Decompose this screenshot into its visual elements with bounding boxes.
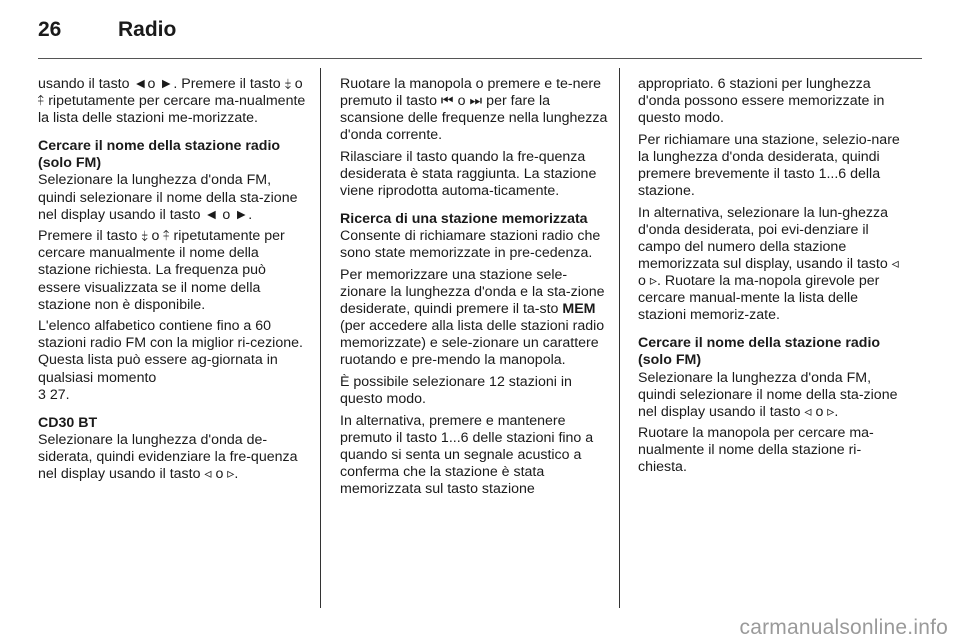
page-reference-link[interactable]: 3 27. (38, 386, 70, 403)
subheading: Ricerca di una stazione memorizzata (340, 211, 588, 228)
watermark-brand: carmanualsonline.info (739, 616, 948, 639)
header-divider (38, 58, 922, 59)
paragraph: In alternativa, premere e mantenere premuto il tasto 1...6 delle stazioni fino a quando si senta un segnale acustico a conferma che la stazione è stata memorizzata sul tasto stazione (340, 412, 594, 498)
paragraph: usando il tasto ◄o ►. Premere il tasto ⤈ o ⤉ ripetutamente per cercare ma-nualmente la lista delle stazioni me-morizzate. (38, 76, 306, 127)
text-column-1 (38, 76, 308, 488)
paragraph (38, 318, 308, 403)
paragraph: Selezionare la lunghezza d'onda de-siderata, quindi evidenziare la fre-quenza nel display usando il tasto ◃ o ▹. (38, 431, 298, 482)
paragraph (340, 267, 610, 370)
paragraph-text: Per memorizzare una stazione sele-zionare la lunghezza d'onda e la sta-zione desiderate, quindi premere il ta-sto (340, 266, 605, 318)
paragraph: Selezionare la lunghezza d'onda FM, quindi selezionare il nome della sta-zione nel display usando il tasto ◃ o ▹. (638, 369, 898, 420)
paragraph: Per richiamare una stazione, selezio-nare la lunghezza d'onda desiderata, quindi premere brevemente il tasto 1...6 della stazione. (638, 131, 900, 200)
page-number: 26 (38, 18, 62, 41)
paragraph-text: (per accedere alla lista delle stazioni radio memorizzate) e sele-zionare un carattere ruotando e pre-mendo la manopola. (340, 318, 605, 369)
paragraph-text: L'elenco alfabetico contiene fino a 60 stazioni radio FM con la miglior ri-cezione. Questa lista può essere ag-giornata in qualsiasi momento (38, 318, 303, 386)
paragraph: Selezionare la lunghezza d'onda FM, quindi selezionare il nome della sta-zione nel display usando il tasto ◄ o ►. (38, 172, 298, 223)
paragraph: Consente di richiamare stazioni radio che sono state memorizzate in pre-cedenza. (340, 228, 601, 262)
paragraph: Ruotare la manopola o premere e te-nere premuto il tasto ⏮ o ⏭ per fare la scansione delle frequenze nella lunghezza d'onda corrente. (340, 76, 608, 144)
paragraph: Ruotare la manopola per cercare ma-nualmente il nome della stazione ri-chiesta. (638, 425, 874, 476)
text-column-3 (638, 76, 908, 481)
paragraph: In alternativa, selezionare la lun-ghezza d'onda desiderata, poi evi-denziare il campo del numero della stazione memorizzata sul display, usando il tasto ◃ o ▹. Ruotare la ma-nopola girevole per cercare manual-mente la lista delle stazioni memoriz-zate. (638, 204, 899, 324)
subheading: Cercare il nome della stazione radio (solo FM) (638, 335, 881, 369)
text-column-2 (340, 76, 610, 503)
page-header (38, 16, 922, 56)
paragraph: È possibile selezionare 12 stazioni in questo modo. (340, 374, 572, 408)
column-divider-1 (320, 68, 321, 608)
column-divider-2 (619, 68, 620, 608)
mem-key-label: MEM (562, 301, 596, 318)
paragraph: appropriato. 6 stazioni per lunghezza d'onda possono essere memorizzate in questo modo. (638, 76, 885, 127)
subheading: Cercare il nome della stazione radio (solo FM) (38, 138, 281, 172)
section-title: Radio (118, 18, 177, 41)
subheading: CD30 BT (38, 414, 98, 431)
paragraph: Rilasciare il tasto quando la fre-quenza desiderata è stata raggiunta. La stazione viene riprodotta automa-ticamente. (340, 148, 597, 200)
paragraph: Premere il tasto ⤈ o ⤉ ripetutamente per cercare manualmente il nome della stazione richiesta. La frequenza può essere visualizzata se il nome della stazione non è disponibile. (38, 228, 285, 313)
